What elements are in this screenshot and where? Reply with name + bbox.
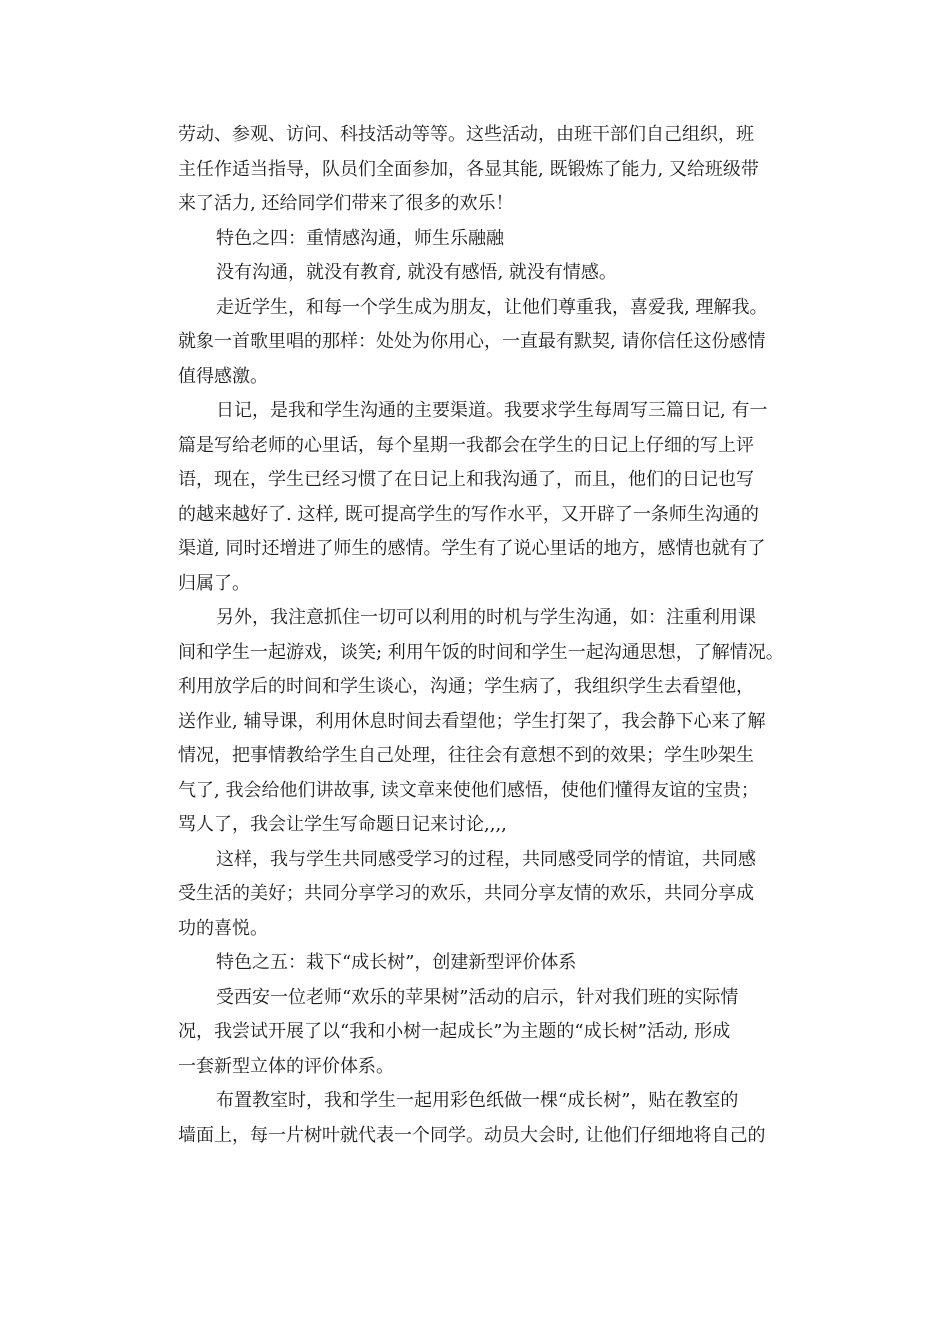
document-body — [178, 118, 818, 1153]
text-line: 的越来越好了. 这样, 既可提高学生的写作水平，又开辟了一条师生沟通的 — [178, 503, 759, 525]
text-line: 渠道, 同时还增进了师生的感情。学生有了说心里话的地方，感情也就有了 — [178, 538, 766, 559]
section-heading: 特色之五：栽下“成长树”，创建新型评价体系 — [216, 952, 577, 973]
text-line: 利用放学后的时间和学生谈心，沟通；学生病了，我组织学生去看望他， — [178, 676, 754, 697]
paragraph-start: 日记，是我和学生沟通的主要渠道。我要求学生每周写三篇日记, 有一 — [216, 400, 768, 421]
text-line: 骂人了，我会让学生写命题日记来讨论,,,, — [178, 814, 507, 835]
text-line: 归属了。 — [178, 572, 250, 594]
text-line: 送作业, 辅导课，利用休息时间去看望他；学生打架了，我会静下心来了解 — [178, 710, 766, 732]
text-line: 墙面上，每一片树叶就代表一个同学。动员大会时, 让他们仔细地将自己的 — [178, 1124, 766, 1146]
text-line: 篇是写给老师的心里话，每个星期一我都会在学生的日记上仔细的写上评 — [178, 434, 754, 456]
paragraph-start: 走近学生，和每一个学生成为朋友，让他们尊重我，喜爱我, 理解我。 — [216, 296, 768, 318]
paragraph-start: 另外，我注意抓住一切可以利用的时机与学生沟通，如：注重利用课 — [216, 607, 756, 628]
paragraph-start: 没有沟通，就没有教育, 就没有感悟, 就没有情感。 — [216, 262, 617, 283]
paragraph-start: 受西安一位老师“欢乐的苹果树”活动的启示，针对我们班的实际情 — [216, 986, 739, 1008]
paragraph-start: 这样，我与学生共同感受学习的过程，共同感受同学的情谊，共同感 — [216, 848, 756, 870]
text-line: 情况，把事情教给学生自己处理，往往会有意想不到的效果；学生吵架生 — [178, 745, 754, 766]
text-line: 值得感激。 — [178, 365, 268, 387]
text-line: 来了活力, 还给同学们带来了很多的欢乐！ — [178, 193, 514, 214]
text-line: 语，现在，学生已经习惯了在日记上和我沟通了，而且，他们的日记也写 — [178, 469, 754, 490]
paragraph-start: 布置教室时，我和学生一起用彩色纸做一棵“成长树”，贴在教室的 — [216, 1090, 739, 1111]
text-line: 一套新型立体的评价体系。 — [178, 1055, 394, 1077]
text-line: 就象一首歌里唱的那样：处处为你用心，一直最有默契, 请你信任这份感情 — [178, 331, 766, 352]
text-line: 主任作适当指导，队员们全面参加，各显其能, 既锻炼了能力, 又给班级带 — [178, 158, 759, 180]
text-line: 劳动、参观、访问、科技活动等等。这些活动，由班干部们自己组织，班 — [178, 124, 754, 145]
text-line: 况，我尝试开展了以“我和小树一起成长”为主题的“成长树”活动, 形成 — [178, 1021, 731, 1042]
text-line: 间和学生一起游戏，谈笑; 利用午饭的时间和学生一起沟通思想，了解情况。 — [178, 641, 784, 663]
text-line: 受生活的美好；共同分享学习的欢乐，共同分享友情的欢乐，共同分享成 — [178, 883, 754, 904]
section-heading: 特色之四：重情感沟通，师生乐融融 — [216, 227, 504, 249]
text-line: 气了, 我会给他们讲故事, 读文章来使他们感悟，使他们懂得友谊的宝贵； — [178, 779, 759, 801]
text-line: 功的喜悦。 — [178, 917, 268, 939]
